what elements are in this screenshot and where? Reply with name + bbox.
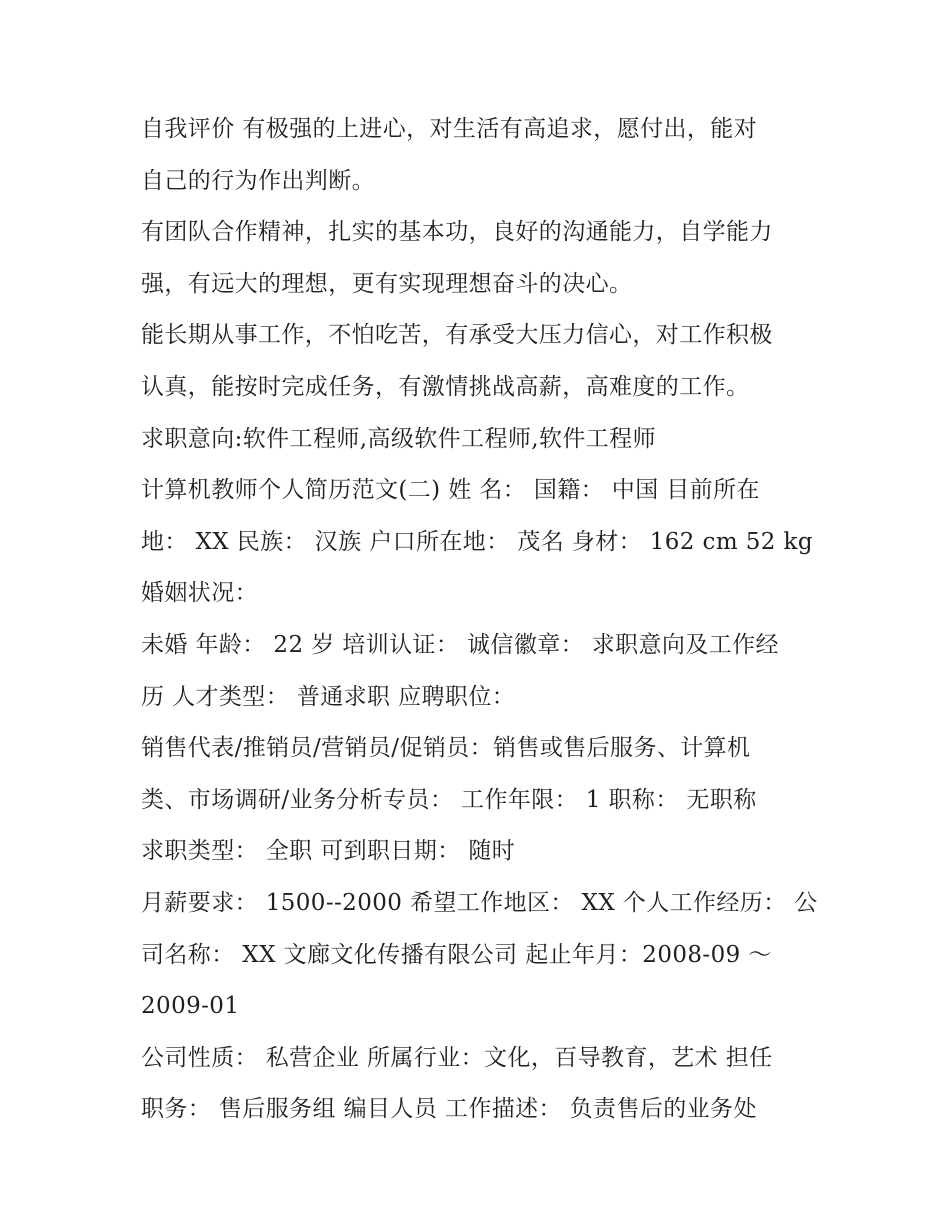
- text-line: 类、市场调研/业务分析专员： 工作年限： 1 职称： 无职称: [141, 786, 757, 813]
- text-line: 有团队合作精神，扎实的基本功，良好的沟通能力，自学能力: [141, 219, 773, 246]
- text-line: 自己的行为作出判断。: [141, 167, 375, 194]
- text-line: 2009-01: [141, 993, 240, 1020]
- text-line: 公司性质： 私营企业 所属行业：文化，百导教育，艺术 担任: [141, 1044, 773, 1071]
- text-line: 婚姻状况：: [141, 580, 258, 607]
- text-line: 职务： 售后服务组 编目人员 工作描述： 负责售后的业务处: [141, 1096, 757, 1123]
- text-line: 能长期从事工作，不怕吃苦，有承受大压力信心，对工作积极: [141, 322, 773, 349]
- text-line: 认真，能按时完成任务，有激情挑战高薪，高难度的工作。: [141, 373, 750, 400]
- text-line: 自我评价 有极强的上进心，对生活有高追求，愿付出，能对: [141, 116, 758, 142]
- text-line: 计算机教师个人简历范文(二) 姓 名： 国籍： 中国 目前所在: [141, 477, 760, 504]
- text-line: 司名称： XX 文廊文化传播有限公司 起止年月：2008-09 ～: [141, 941, 772, 968]
- text-line: 销售代表/推销员/营销员/促销员：销售或售后服务、计算机: [141, 735, 751, 762]
- text-line: 地： XX 民族： 汉族 户口所在地： 茂名 身材： 162 cm 52 kg: [141, 528, 813, 555]
- document-body: [141, 104, 821, 1136]
- text-line: 未婚 年龄： 22 岁 培训认证： 诚信徽章： 求职意向及工作经: [141, 631, 779, 658]
- text-line: 求职意向:软件工程师,高级软件工程师,软件工程师: [141, 425, 656, 452]
- text-line: 历 人才类型： 普通求职 应聘职位：: [141, 683, 516, 710]
- text-line: 求职类型： 全职 可到职日期： 随时: [141, 838, 516, 865]
- text-line: 强，有远大的理想，更有实现理想奋斗的决心。: [141, 270, 633, 297]
- text-line: 月薪要求： 1500--2000 希望工作地区： XX 个人工作经历： 公: [141, 889, 818, 916]
